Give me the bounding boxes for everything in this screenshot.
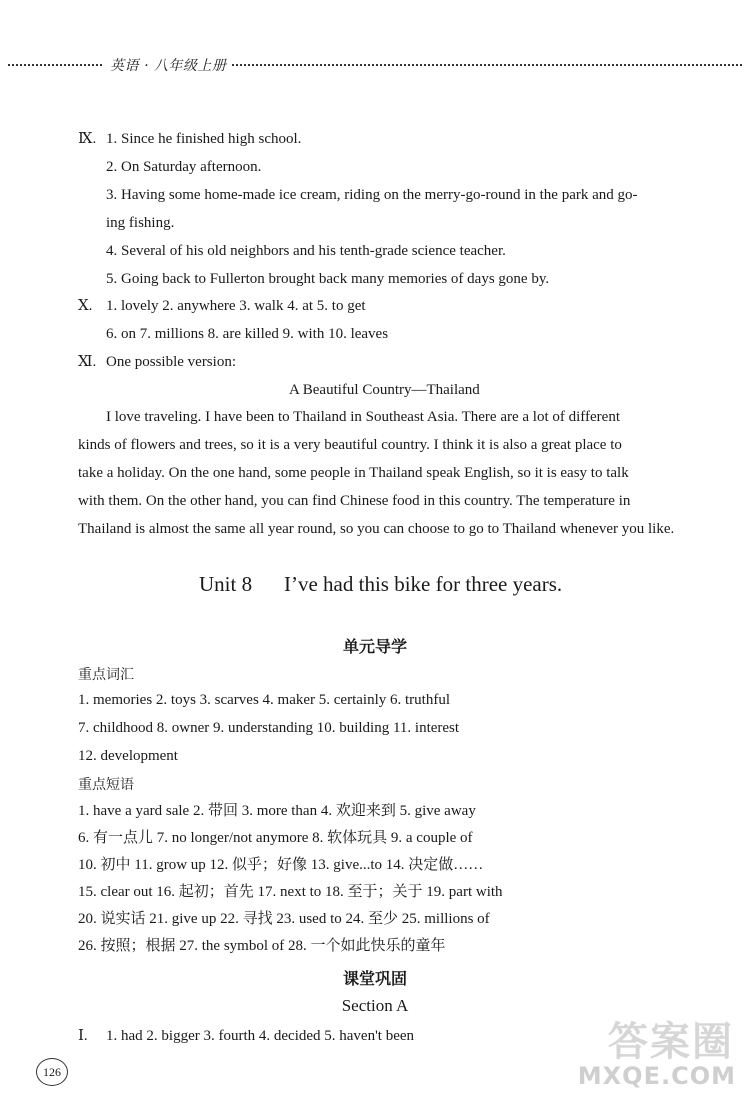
- section-a-answers: 1. had 2. bigger 3. fourth 4. decided 5. haven't been: [106, 1028, 415, 1044]
- section-a-numeral: Ⅰ.: [78, 1028, 88, 1044]
- essay-line-4: with them. On the other hand, you can find Chinese food in this country. The temperature in: [78, 493, 631, 509]
- header-dotted-rule-right: [232, 64, 742, 66]
- phrases-line-6: 26. 按照；根据 27. the symbol of 28. 一个如此快乐的童年: [78, 938, 446, 954]
- section-10-answers-1: 1. lovely 2. anywhere 3. walk 4. at 5. to get: [106, 298, 366, 314]
- section-a-title: Section A: [341, 996, 409, 1015]
- essay-line-3: take a holiday. On the one hand, some people in Thailand speak English, so it is easy to talk: [78, 465, 629, 481]
- unit-number: Unit 8: [199, 572, 253, 596]
- phrases-line-5: 20. 说实话 21. give up 22. 寻找 23. used to 24. 至少 25. millions of: [78, 911, 490, 927]
- section-9-item-3: 3. Having some home-made ice cream, riding on the merry-go-round in the park and go-: [106, 187, 638, 203]
- vocab-line-2: 7. childhood 8. owner 9. understanding 10. building 11. interest: [78, 720, 460, 736]
- section-11-intro: One possible version:: [106, 354, 236, 370]
- section-a-line-1: [78, 1027, 414, 1045]
- essay-title: A Beautiful Country—Thailand: [289, 382, 480, 398]
- section-10-answers-2: 6. on 7. millions 8. are killed 9. with 10. leaves: [106, 326, 389, 342]
- essay-line-2: kinds of flowers and trees, so it is a very beautiful country. I think it is also a great place to: [78, 437, 622, 453]
- vocab-heading: 重点词汇: [78, 667, 134, 683]
- phrases-line-1: 1. have a yard sale 2. 带回 3. more than 4. 欢迎来到 5. give away: [78, 803, 476, 819]
- page-number: 126: [36, 1058, 68, 1086]
- watermark-text: 答案圈: [608, 1019, 734, 1065]
- essay-line-5: Thailand is almost the same all year round, so you can choose to go to Thailand whenever you like.: [78, 521, 675, 537]
- section-9-item-3-cont: ing fishing.: [106, 215, 175, 231]
- phrases-line-4: 15. clear out 16. 起初；首先 17. next to 18. 至于；关于 19. part with: [78, 884, 503, 900]
- header-title: 英语 · 八年级上册: [110, 58, 227, 74]
- header-dotted-rule-left: [8, 64, 102, 66]
- phrases-heading: 重点短语: [78, 777, 134, 793]
- section-10-line-1: [78, 297, 366, 315]
- phrases-line-3: 10. 初中 11. grow up 12. 似乎；好像 13. give...to 14. 决定做……: [78, 857, 484, 873]
- section-9-line-1: [78, 130, 301, 148]
- section-9-item-2: 2. On Saturday afternoon.: [106, 159, 262, 175]
- watermark-url: MXQE.COM: [577, 1062, 736, 1090]
- vocab-line-3: 12. development: [78, 748, 178, 764]
- section-9-item-5: 5. Going back to Fullerton brought back many memories of days gone by.: [106, 271, 550, 287]
- essay-line-1: I love traveling. I have been to Thailand in Southeast Asia. There are a lot of different: [106, 409, 620, 425]
- page-header: [0, 53, 750, 77]
- phrases-line-2: 6. 有一点儿 7. no longer/not anymore 8. 软体玩具 9. a couple of: [78, 830, 473, 846]
- unit-guide-heading: 单元导学: [343, 637, 408, 656]
- section-10-numeral: Ⅹ.: [78, 298, 93, 314]
- section-9-item-1: 1. Since he finished high school.: [106, 131, 302, 147]
- section-9-item-4: 4. Several of his old neighbors and his tenth-grade science teacher.: [106, 243, 506, 259]
- consolidation-heading: 课堂巩固: [343, 969, 408, 988]
- vocab-line-1: 1. memories 2. toys 3. scarves 4. maker 5. certainly 6. truthful: [78, 692, 450, 708]
- unit-title: I’ve had this bike for three years.: [284, 572, 563, 596]
- section-11-line-1: [78, 353, 236, 371]
- section-11-numeral: Ⅺ.: [78, 354, 97, 370]
- watermark-logo: [577, 1010, 742, 1095]
- section-9-numeral: Ⅸ.: [78, 131, 97, 147]
